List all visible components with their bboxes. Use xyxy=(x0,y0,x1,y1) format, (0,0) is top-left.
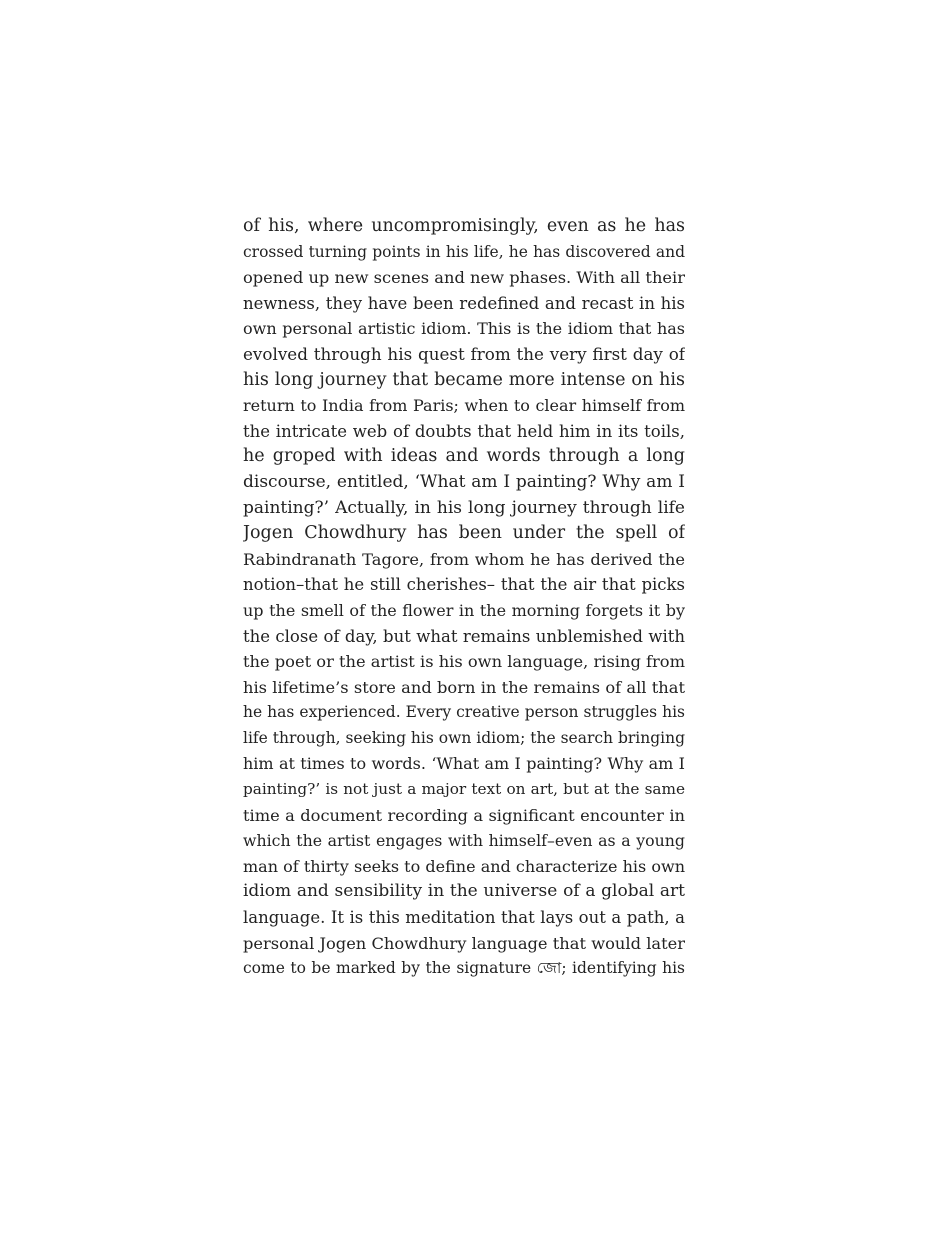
text-line: the intricate web of doubts that held him in its toils, xyxy=(243,421,685,441)
text-line: come to be marked by the signature জো; identifying his xyxy=(243,959,685,978)
text-line: language. It is this meditation that lays out a path, a xyxy=(243,908,685,928)
text-line: Rabindranath Tagore, from whom he has derived the xyxy=(243,549,685,569)
body-paragraph xyxy=(243,214,685,982)
text-line: newness, they have been redefined and recast in his xyxy=(243,293,685,313)
text-line: Jogen Chowdhury has been under the spell of xyxy=(243,523,685,544)
text-line: up the smell of the flower in the morning forgets it by xyxy=(243,600,685,620)
text-line: personal Jogen Chowdhury language that would later xyxy=(243,933,685,953)
text-line: discourse, entitled, ‘What am I painting? Why am I xyxy=(243,471,685,492)
text-line: of his, where uncompromisingly, even as he has xyxy=(243,216,685,236)
text-line: painting?’ Actually, in his long journey through life xyxy=(243,497,685,518)
text-line: opened up new scenes and new phases. With all their xyxy=(243,268,685,288)
text-line: own personal artistic idiom. This is the idiom that has xyxy=(243,319,685,339)
text-line: time a document recording a significant encounter in xyxy=(243,805,685,825)
text-line: idiom and sensibility in the universe of a global art xyxy=(243,881,685,902)
text-line: evolved through his quest from the very first day of xyxy=(243,343,685,364)
text-line: which the artist engages with himself–even as a young xyxy=(243,831,685,851)
text-line: his lifetime’s store and born in the remains of all that xyxy=(243,677,685,697)
text-line: life through, seeking his own idiom; the search bringing xyxy=(243,728,685,747)
text-line: the close of day, but what remains unblemished with xyxy=(243,626,685,646)
text-line: man of thirty seeks to define and characterize his own xyxy=(243,856,685,876)
text-line: notion–that he still cherishes– that the air that picks xyxy=(243,575,685,595)
text-line: his long journey that became more intense on his xyxy=(243,369,685,390)
text-line: him at times to words. ‘What am I painting? Why am I xyxy=(243,754,685,774)
text-line: painting?’ is not just a major text on art, but at the same xyxy=(243,780,685,799)
text-line: the poet or the artist is his own language, rising from xyxy=(243,652,685,672)
text-line: he has experienced. Every creative person struggles his xyxy=(243,703,685,722)
text-line: he groped with ideas and words through a long xyxy=(243,446,685,467)
text-line: return to India from Paris; when to clear himself from xyxy=(243,396,685,416)
text-line: crossed turning points in his life, he has discovered and xyxy=(243,242,685,261)
